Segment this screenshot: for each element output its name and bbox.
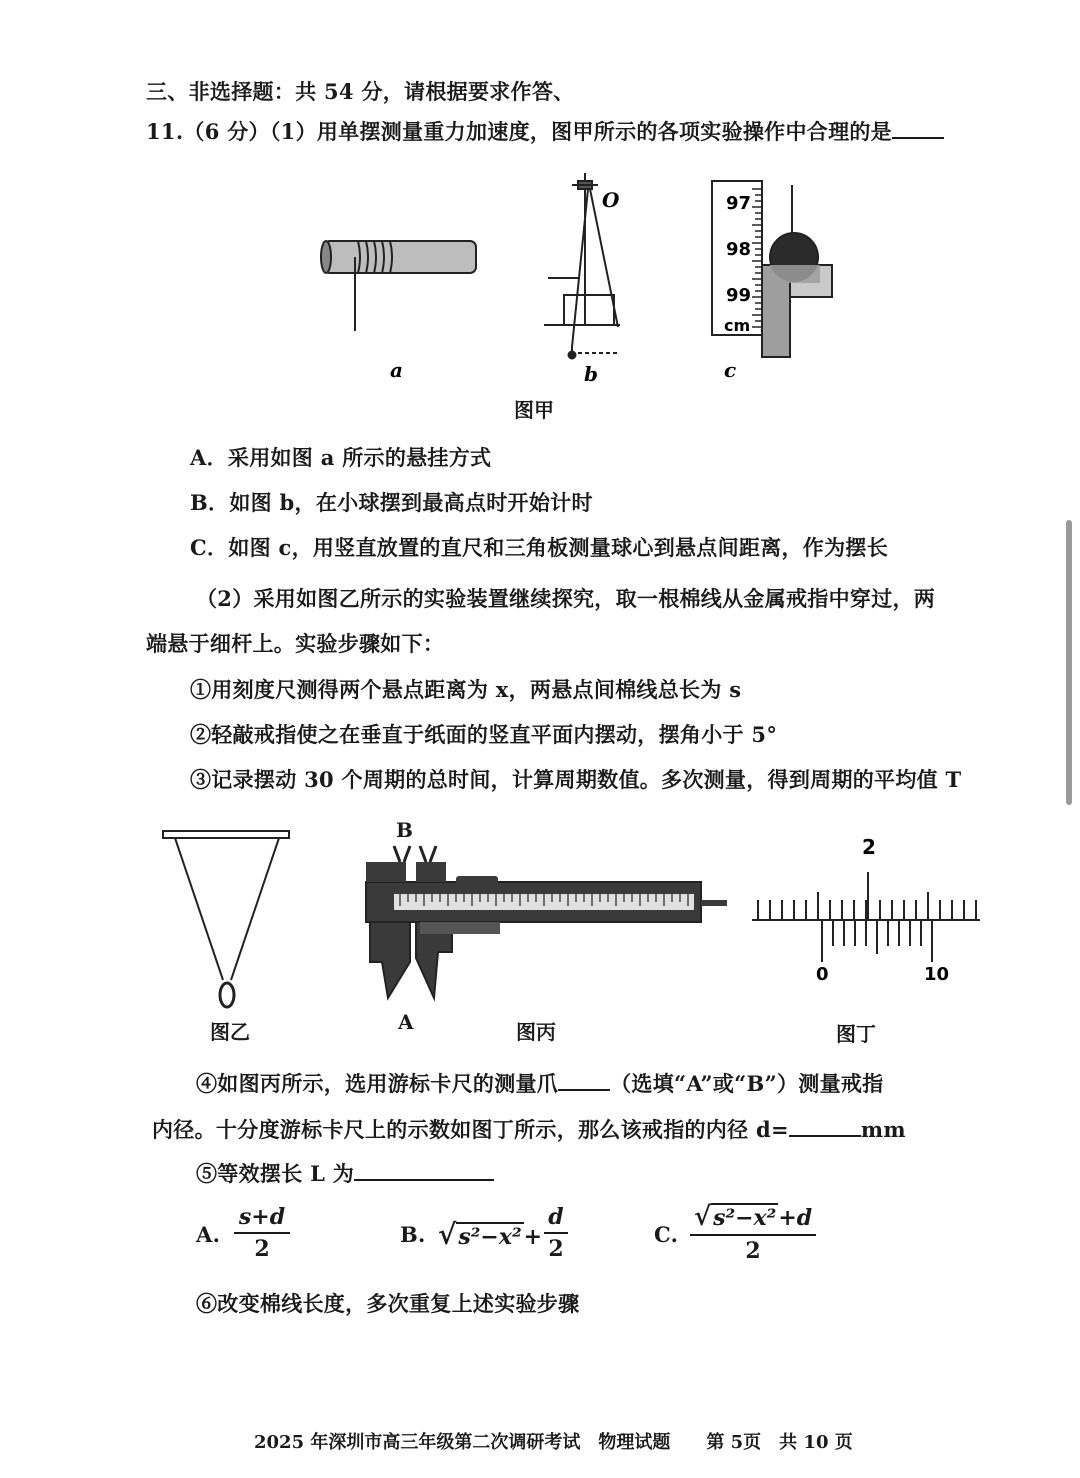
step-3: ③记录摆动 30 个周期的总时间，计算周期数值。多次测量，得到周期的平均值 T [190,767,962,792]
point-o-label: O [602,188,620,212]
part2-intro-line2: 端悬于细杆上。实验步骤如下： [146,631,445,656]
scrollbar[interactable] [1066,520,1072,805]
page-footer: 2025 年深圳市高三年级第二次调研考试 物理试题 第 5页 共 10 页 [254,1432,853,1453]
answer-blank-1[interactable] [892,117,944,139]
caption-fig-ding: 图丁 [836,1022,876,1046]
caption-fig-bing: 图丙 [516,1020,556,1044]
vernier-ten-label: 10 [924,964,950,985]
step-5-line [196,1158,494,1188]
choice-b-frac-num: d [548,1204,564,1230]
question-stem [146,116,944,146]
option-1-b: B．如图 b，在小球摆到最高点时开始计时 [190,490,593,515]
caption-fig-yi: 图乙 [210,1020,250,1044]
option-1-a: A．采用如图 a 所示的悬挂方式 [190,445,492,470]
sqrt-sign-c: √ [694,1202,712,1232]
sub-label-a: a [390,358,403,382]
choice-c-fraction [690,1202,816,1264]
question-stem-text: 11.（6 分）（1）用单摆测量重力加速度，图甲所示的各项实验操作中合理的是 [146,119,892,144]
vernier-main-label: 2 [862,835,876,859]
figure-ding-vernier [748,830,988,990]
vernier-zero-label: 0 [816,964,829,985]
option-1-c: C．如图 c，用竖直放置的直尺和三角板测量球心到悬点间距离，作为摆长 [190,535,889,560]
choice-c-extra: +d [778,1205,813,1231]
sqrt-sign-b: √ [438,1218,457,1251]
choice-a-label: A. [196,1222,221,1247]
step-5-text: ⑤等效摆长 L 为 [196,1161,355,1186]
sub-label-b: b [584,362,598,386]
caliper-label-a: A [398,1010,414,1034]
sub-label-c: c [724,358,737,382]
ruler-tick-99: 99 [726,285,752,306]
step-1: ①用刻度尺测得两个悬点距离为 x，两悬点间棉线总长为 s [190,677,742,702]
choice-c-denominator: 2 [745,1238,761,1264]
caliper-label-b: B [396,818,413,842]
choice-a-numerator: s+d [238,1204,286,1230]
choice-c-label: C. [654,1222,679,1247]
caption-fig-jia: 图甲 [514,398,554,422]
ruler-unit: cm [724,316,751,335]
choice-b-label: B. [400,1222,426,1247]
step-4-line2 [152,1114,906,1144]
step-2: ②轻敲戒指使之在垂直于纸面的竖直平面内摆动，摆角小于 5° [190,722,778,747]
figure-yi [155,825,295,1015]
step-4-text-b: （选填“A”或“B”）测量戒指 [610,1071,884,1096]
step-4-line1 [196,1068,883,1098]
answer-blank-jaw[interactable] [558,1069,610,1091]
choice-b-radicand: s²−x² [458,1224,522,1250]
answer-blank-diameter[interactable] [789,1115,861,1137]
choice-b-frac-den: 2 [548,1236,564,1262]
choice-b-plus: + [523,1224,543,1250]
choice-c-radicand: s²−x² [713,1205,777,1231]
choice-b-expression [438,1218,542,1251]
ruler-tick-97: 97 [726,193,752,214]
step-4-unit: mm [860,1117,906,1142]
step-6: ⑥改变棉线长度，多次重复上述实验步骤 [196,1291,580,1316]
part2-intro-line1: （2）采用如图乙所示的实验装置继续探究，取一根棉线从金属戒指中穿过，两 [196,586,936,611]
ruler-tick-98: 98 [726,239,752,260]
choice-b-fraction [544,1204,568,1262]
step-4-text-a: ④如图丙所示，选用游标卡尺的测量爪 [196,1071,559,1096]
choice-a-denominator: 2 [254,1236,270,1262]
answer-blank-length[interactable] [354,1159,494,1181]
figure-bing-caliper [360,842,730,1002]
choice-a-fraction [234,1204,290,1262]
figure-a-rod [321,241,476,331]
choice-c-numerator [690,1202,816,1232]
step-4-text-c: 内径。十分度游标卡尺上的示数如图丁所示，那么该戒指的内径 d= [152,1117,789,1142]
figure-jia [300,165,860,395]
section-heading: 三、非选择题：共 54 分，请根据要求作答、 [146,79,575,104]
